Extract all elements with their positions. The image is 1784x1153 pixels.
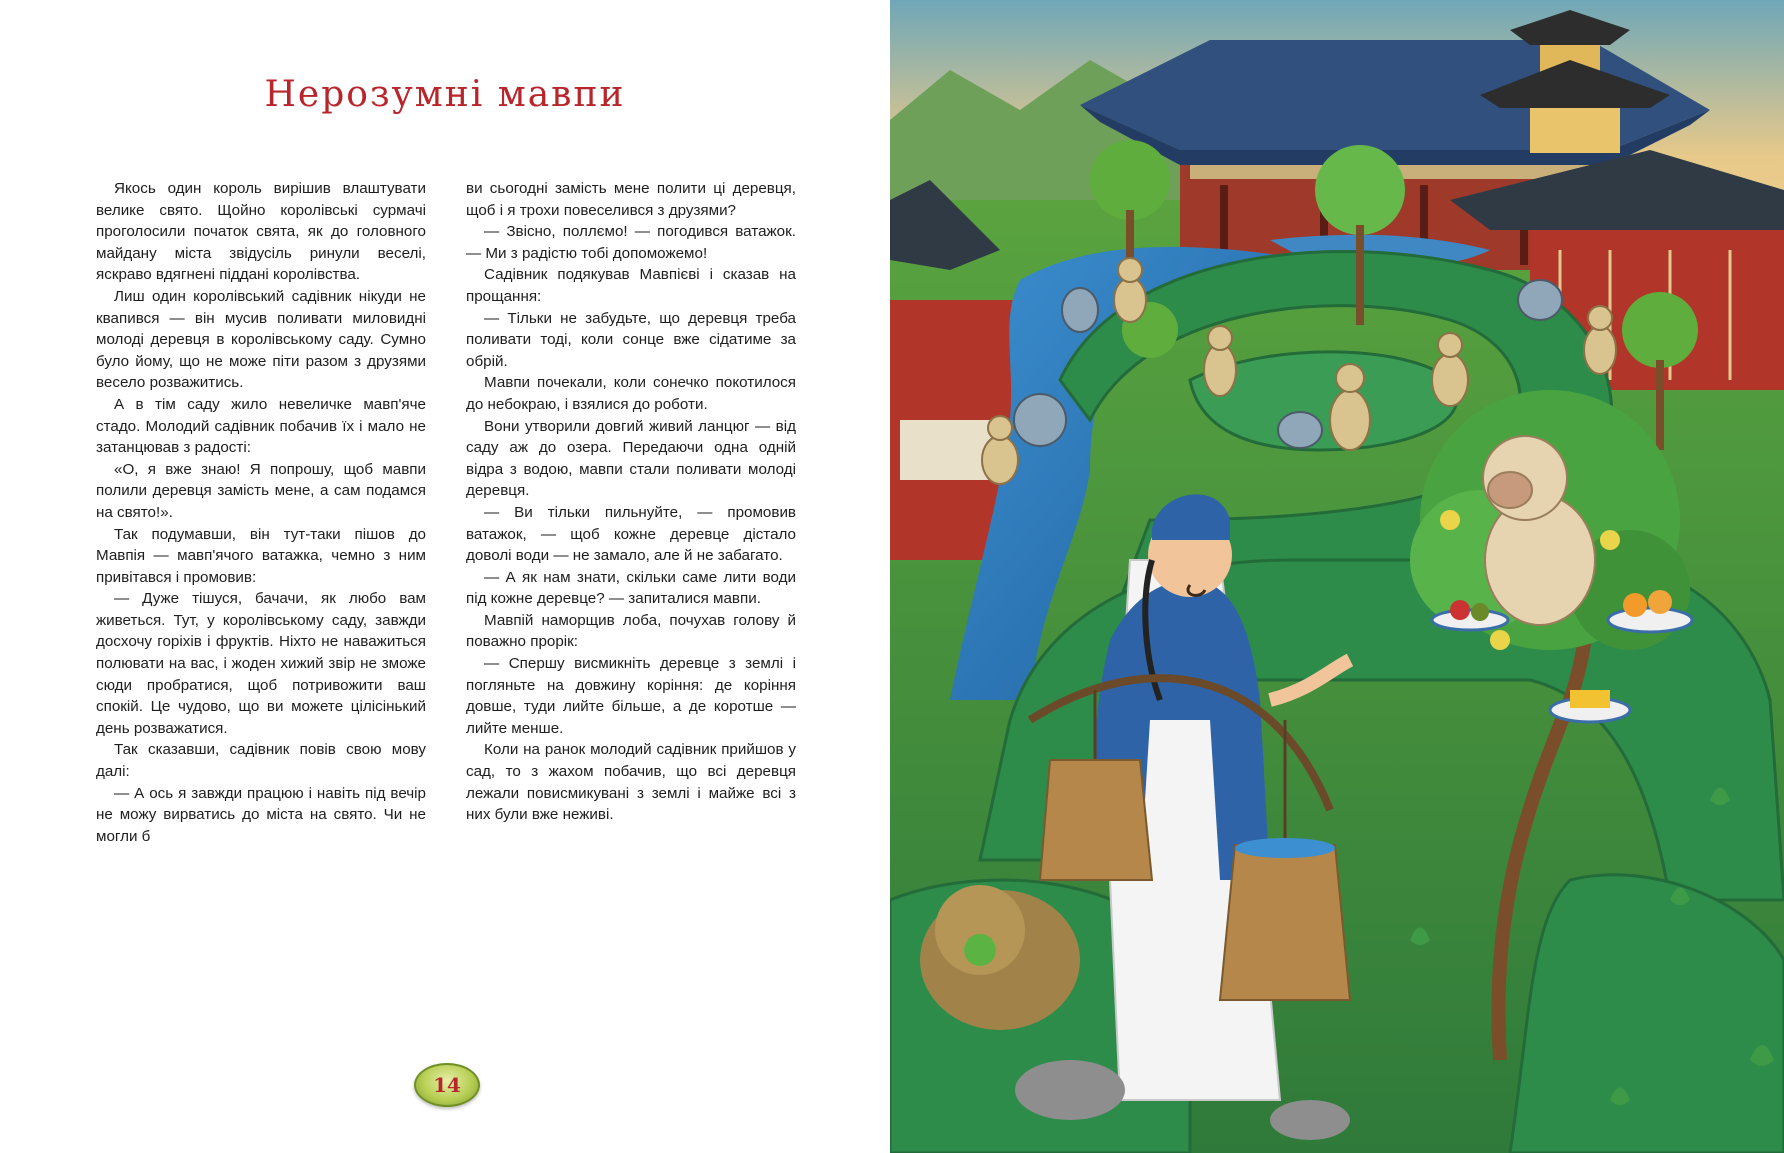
paragraph: ви сьогодні замість мене полити ці деревця, щоб і я трохи повеселився з друзями? [466, 180, 796, 219]
paragraph: «О, я вже знаю! Я попрошу, щоб мавпи полили деревця замість мене, а сам подамся на свято!». [96, 460, 426, 521]
paragraph: Мавпи почекали, коли сонечко покотилося до небокраю, і взялися до роботи. [466, 374, 796, 413]
page-title: Нерозумні мавпи [264, 74, 626, 115]
paragraph: — Дуже тішуся, бачачи, як любо вам живеться. Тут, у королівському саду, завжди досхочу горіхів і фруктів. Ніхто не наважиться полювати на вас, і жоден хижий звір не зможе сюди пробратися, щоб потривожити ваш спокій. Це чудово, що ви можете цілісінький день розважатися. [96, 590, 426, 737]
paragraph: — Тільки не забудьте, що деревця треба поливати тоді, коли сонце вже сідатиме за обрій. [466, 309, 796, 370]
paragraph: Вони утворили довгий живий ланцюг — від саду аж до озера. Передаючи одна одній відра з водою, мавпи стали поливати молоді деревця. [466, 417, 796, 500]
paragraph: — Звісно, поллємо! — погодився ватажок. — Ми з радістю тобі допоможемо! [466, 223, 796, 262]
paragraph: Якось один король вирішив влаштувати велике свято. Щойно королівські сурмачі проголосили початок свята, як до головного майдану міста звідусіль ринули веселі, яскраво вдягнені піддані королівства. [96, 180, 426, 284]
paragraph: — А ось я завжди працюю і навіть під вечір не можу вирватись до міста на свято. Чи не могли б [96, 784, 426, 845]
paragraph: Лиш один королівський садівник нікуди не квапився — він мусив поливати миловидні молоді деревця в королівському саду. Сумно було йому, що не може піти разом з друзями весело розважитись. [96, 287, 426, 392]
left-page [0, 0, 890, 1153]
paragraph: Так подумавши, він тут-таки пішов до Мавпія — мавп'ячого ватажка, чемно з ним привітався і промовив: [96, 525, 426, 586]
paragraph: Коли на ранок молодий садівник прийшов у сад, то з жахом побачив, що всі деревця лежали повисмикувані з землі і майже всі з них були вже неживі. [466, 741, 796, 824]
paragraph: А в тім саду жило невеличке мавп'яче стадо. Молодий садівник побачив їх і мало не затанцював з радості: [96, 395, 426, 457]
paragraph: Садівник подякував Мавпієві і сказав на прощання: [466, 266, 796, 305]
text-column-left [96, 178, 426, 847]
paragraph: Так сказавши, садівник повів свою мову далі: [96, 741, 426, 781]
page-number: 14 [433, 1073, 461, 1097]
paragraph: Мавпій наморщив лоба, почухав голову й поважно прорік: [466, 611, 796, 651]
paragraph: — А як нам знати, скільки саме лити води під кожне деревце? — запиталися мавпи. [466, 568, 796, 608]
paragraph: — Ви тільки пильнуйте, — промовив ватажок, — щоб кожне деревце дістало доволі води — не замало, але й не забагато. [466, 503, 796, 565]
paragraph: — Спершу висмикніть деревце з землі і погляньте на довжину коріння: де коріння довше, туди лийте більше, а де коротше — лийте менше. [466, 655, 796, 737]
story-illustration [890, 0, 1784, 1153]
text-column-right [466, 178, 796, 826]
page-number-badge [414, 1063, 480, 1107]
